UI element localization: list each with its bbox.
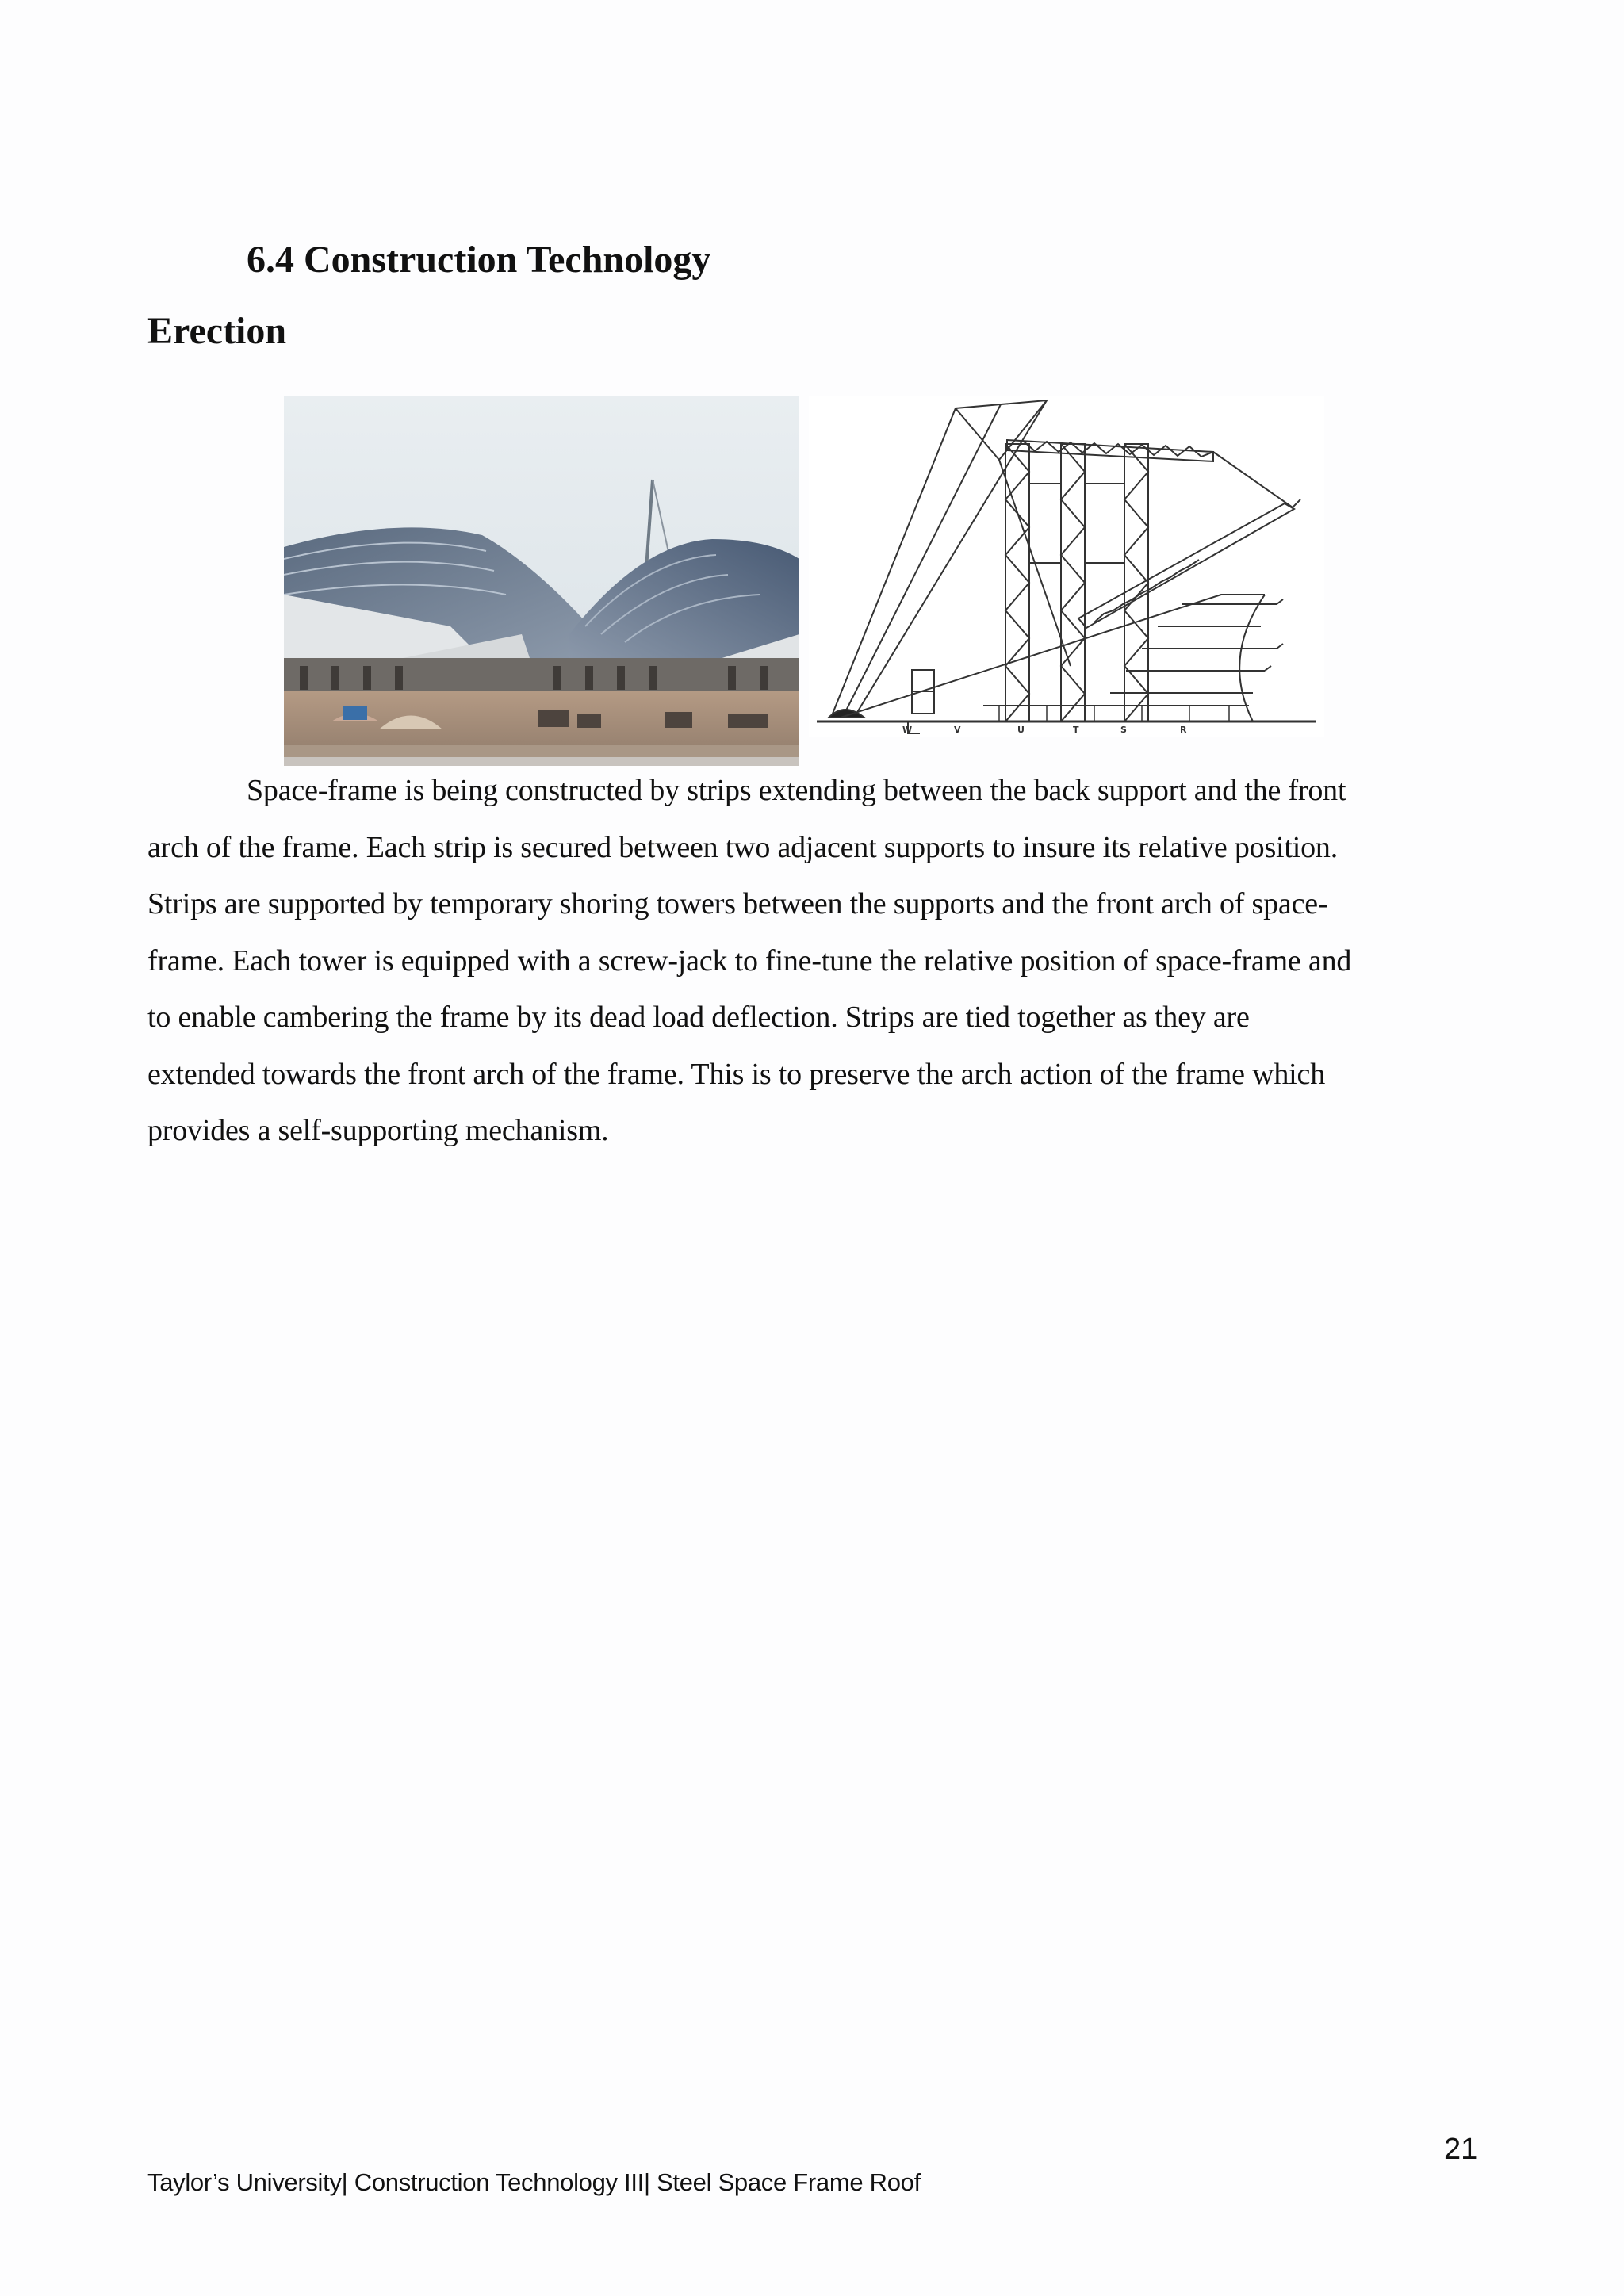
drawing-label-s: S [1120,725,1127,735]
drawing-label-w: W [902,725,913,735]
space-frame-erection-section-drawing [809,396,1324,737]
page-number: 21 [1444,2133,1478,2166]
paragraph-line: provides a self-supporting mechanism. [147,1114,609,1147]
drawing-label-u: U [1017,725,1025,735]
drawing-label-r: R [1180,725,1187,735]
drawing-label-t: T [1073,725,1079,735]
stadium-roof-construction-photo [284,396,799,766]
paragraph-line: Space-frame is being constructed by strips extending between the back support and the front [247,774,1346,807]
paragraph-line: frame. Each tower is equipped with a screw-jack to fine-tune the relative position of space-frame and [147,943,1352,978]
subsection-heading: Erection [147,310,287,352]
paragraph-line: to enable cambering the frame by its dead load deflection. Strips are tied together as they are [147,1001,1250,1034]
drawing-label-v: V [954,725,961,735]
erection-description-paragraph [147,763,1477,1160]
paragraph-line: arch of the frame. Each strip is secured between two adjacent supports to insure its relative position. [147,830,1339,864]
page-footer: Taylor’s University| Construction Technology III| Steel Space Frame Roof [147,2168,921,2196]
section-heading: 6.4 Construction Technology [247,239,711,281]
paragraph-line: Strips are supported by temporary shoring towers between the supports and the front arch of space- [147,887,1328,920]
paragraph-line: extended towards the front arch of the frame. This is to preserve the arch action of the frame which [147,1057,1325,1091]
